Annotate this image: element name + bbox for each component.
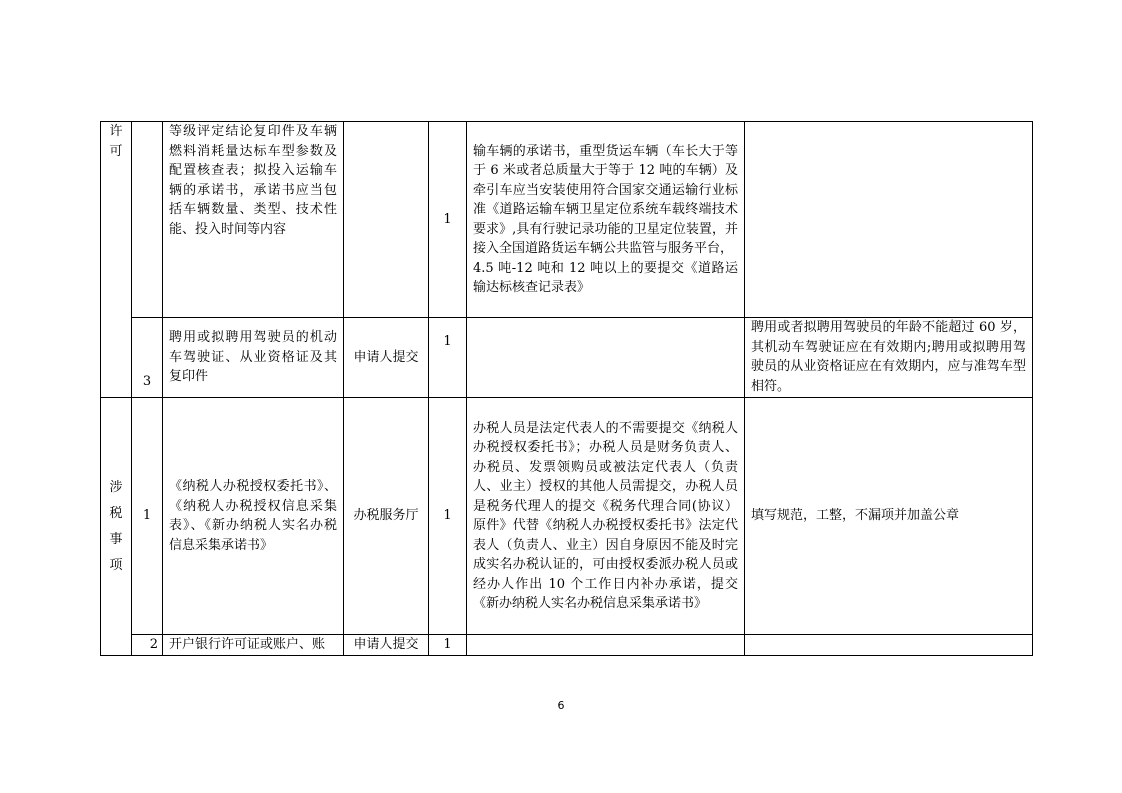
- requirement-cell: [467, 318, 745, 398]
- number-cell: [132, 318, 163, 398]
- source-cell: [344, 318, 429, 398]
- requirement-cell: [467, 122, 745, 318]
- number-cell: [132, 398, 163, 635]
- quantity-cell: [429, 122, 467, 318]
- table-row: [101, 398, 1033, 635]
- category-label: 许可: [109, 124, 123, 159]
- number-cell: [132, 635, 163, 656]
- source-value: 办税服务厅: [353, 508, 419, 524]
- material-name-cell: [163, 635, 344, 656]
- quantity-cell: [429, 635, 467, 656]
- source-cell: [344, 122, 429, 318]
- material-name-cell: [163, 398, 344, 635]
- source-cell: [344, 398, 429, 635]
- material-name-cell: [163, 122, 344, 318]
- material-name-cell: [163, 318, 344, 398]
- row-number: 3: [142, 373, 152, 389]
- number-cell: [132, 122, 163, 318]
- quantity-cell: [429, 398, 467, 635]
- material-name: 《纳税人办税授权委托书》、《纳税人办税授权信息采集表》、《新办纳税人实名办税信息采集承诺书》: [169, 479, 337, 553]
- category-char: 税: [109, 505, 123, 521]
- requirement-text: 办税人员是法定代表人的不需要提交《纳税人办税授权委托书》；办税人员是财务负责人、办税员、发票领购员或被法定代表人（负责人、业主）授权的其他人员需提交，办税人员是税务代理人的提交《税务代理合同(协议）原件》代替《纳税人办税授权委托书》法定代表人（负责人、业主）因自身原因不能及时完成实名办税认证的，可由授权委派办税人员或经办人作出 10 个工作日内补办承诺，提交《新办纳税人实名办税信息采集承诺书》: [473, 420, 738, 611]
- table-row: [101, 635, 1033, 656]
- note-cell: [745, 635, 1033, 656]
- material-name: 等级评定结论复印件及车辆燃料消耗量达标车型参数及配置核查表；拟投入运输车辆的承诺书，承诺书应当包括车辆数量、类型、技术性能、投入时间等内容: [169, 124, 337, 237]
- requirement-cell: [467, 398, 745, 635]
- source-cell: [344, 635, 429, 656]
- quantity-value: 1: [443, 637, 452, 653]
- row-number: 2: [149, 637, 158, 653]
- requirement-cell: [467, 635, 745, 656]
- source-value: 申请人提交: [353, 349, 419, 365]
- requirement-text: 4.5 吨-12 吨和 12 吨以上的要提交《道路运输达标核查记录表》: [473, 260, 738, 295]
- note-text: 填写规范，工整，不漏项并加盖公章: [751, 508, 960, 524]
- page-number: 6: [557, 699, 565, 712]
- note-text: 聘用或者拟聘用驾驶员的年龄不能超过 60 岁，其机动车驾驶证应在有效期内;聘用或拟聘用驾驶员的从业资格证应在有效期内，应与准驾车型相符。: [751, 320, 1026, 394]
- quantity-value: 1: [443, 211, 452, 227]
- category-char: 项: [109, 557, 123, 573]
- material-name: 开户银行许可证或账户、账: [169, 637, 326, 653]
- table-row: [101, 122, 1033, 318]
- category-char: 事: [109, 531, 123, 547]
- note-cell: [745, 318, 1033, 398]
- category-cell: [101, 398, 132, 656]
- source-value: 申请人提交: [353, 637, 419, 653]
- requirements-table: [100, 121, 1033, 656]
- row-number: 1: [142, 508, 152, 524]
- table-row: [101, 318, 1033, 398]
- category-char: 涉: [109, 479, 123, 495]
- material-name: 聘用或拟聘用驾驶员的机动车驾驶证、从业资格证及其复印件: [169, 330, 337, 385]
- quantity-value: 1: [443, 508, 452, 524]
- requirement-text: 输车辆的承诺书，重型货运车辆（车长大于等于 6 米或者总质量大于等于 12 吨的车辆）及牵引车应当安装使用符合国家交通运输行业标准《道路运输车辆卫星定位系统车载终端技术要求》,具有行驶记录功能的卫星定位装置，并接入全国道路货运车辆公共监管与服务平台，: [473, 143, 738, 256]
- note-cell: [745, 398, 1033, 635]
- category-cell: [101, 122, 132, 398]
- quantity-value: 1: [443, 334, 452, 349]
- quantity-cell: [429, 318, 467, 398]
- note-cell: [745, 122, 1033, 318]
